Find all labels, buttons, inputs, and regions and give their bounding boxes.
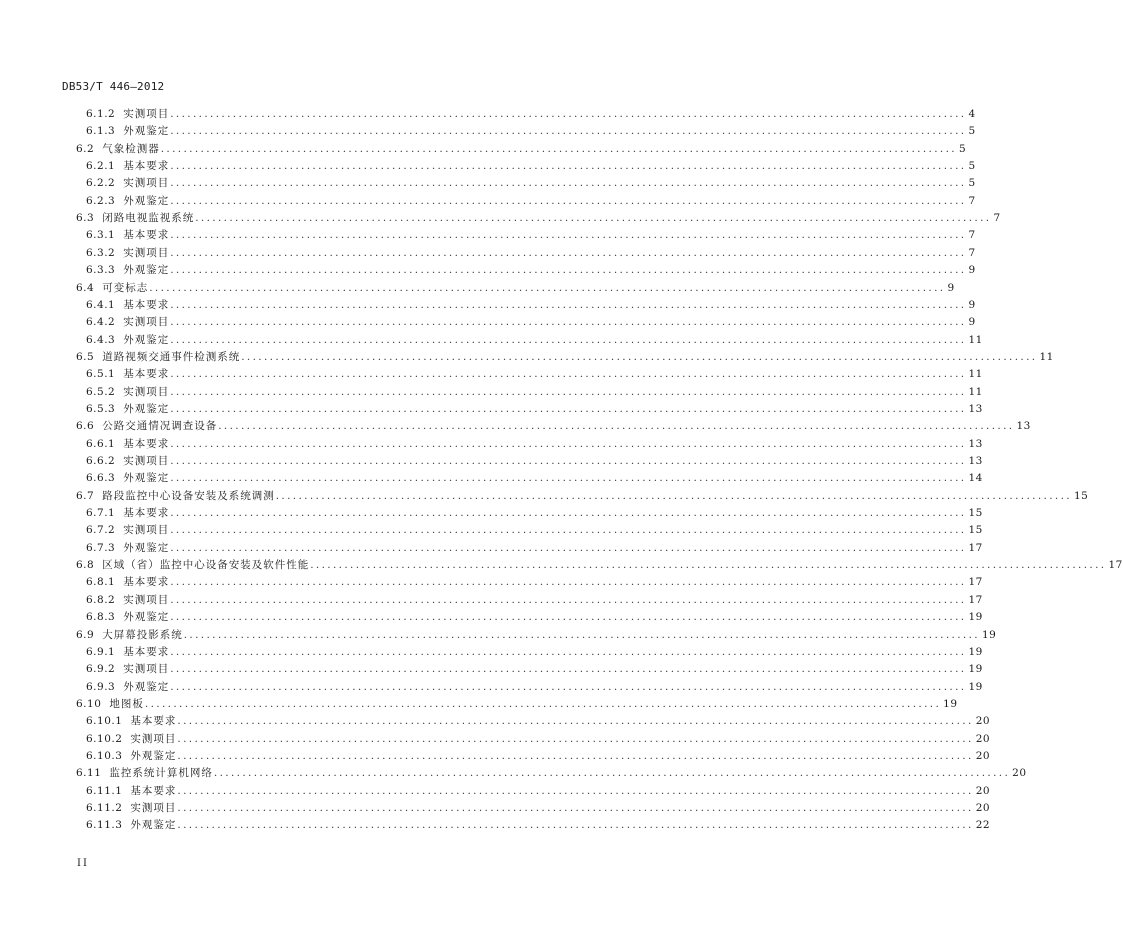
toc-entry-page: 19 bbox=[943, 697, 958, 710]
toc-entry-page: 13 bbox=[968, 402, 983, 415]
toc-leader-dots: ............................................................................................................................................ bbox=[144, 697, 942, 710]
toc-entry-page: 13 bbox=[968, 437, 983, 450]
toc-leader-dots: ............................................................................................................................................ bbox=[170, 333, 967, 346]
toc-leader-dots: ............................................................................................................................................ bbox=[170, 593, 967, 606]
toc-entry-page: 4 bbox=[968, 108, 976, 120]
toc-entry-number: 6.7.2 bbox=[86, 524, 116, 537]
toc-entry-title: 大屏幕投影系统 bbox=[102, 628, 183, 641]
toc-entry[interactable] bbox=[86, 330, 983, 347]
toc-entry-page: 19 bbox=[968, 663, 983, 676]
toc-leader-dots: ............................................................................................................................................ bbox=[170, 437, 967, 450]
toc-leader-dots: ............................................................................................................................................ bbox=[218, 420, 1015, 433]
toc-entry-number: 6.9.2 bbox=[86, 663, 116, 676]
toc-leader-dots: ............................................................................................................................................ bbox=[160, 142, 957, 155]
toc-entry-page: 5 bbox=[958, 142, 967, 155]
toc-entry[interactable] bbox=[86, 711, 991, 728]
toc-entry[interactable] bbox=[86, 677, 983, 694]
toc-leader-dots: ............................................................................................................................................ bbox=[170, 455, 967, 467]
toc-entry-page: 14 bbox=[968, 472, 983, 485]
toc-entry-number: 6.10 bbox=[76, 697, 102, 710]
toc-entry-title: 外观鉴定 bbox=[123, 541, 170, 554]
toc-entry-title: 路段监控中心设备安装及系统调测 bbox=[102, 489, 275, 502]
toc-leader-dots: ............................................................................................................................................ bbox=[170, 316, 967, 329]
toc-entry[interactable] bbox=[76, 278, 955, 295]
toc-entry-number: 6.9.1 bbox=[86, 645, 116, 658]
toc-leader-dots: ............................................................................................................................................ bbox=[195, 212, 992, 225]
toc-entry-number: 6.7.3 bbox=[86, 541, 116, 554]
toc-entry-page: 15 bbox=[1073, 489, 1089, 502]
toc-leader-dots: ............................................................................................................................................ bbox=[170, 507, 967, 520]
toc-entry-page: 5 bbox=[968, 160, 976, 173]
toc-entry-title: 外观鉴定 bbox=[130, 819, 177, 832]
toc-leader-dots: ............................................................................................................................................ bbox=[177, 802, 974, 814]
toc-entry-title: 实测项目 bbox=[130, 802, 177, 814]
toc-entry-page: 13 bbox=[968, 455, 983, 467]
page-number: II bbox=[77, 858, 89, 869]
toc-leader-dots: ............................................................................................................................................ bbox=[170, 645, 967, 658]
toc-entry[interactable] bbox=[76, 486, 1089, 503]
toc-entry[interactable] bbox=[76, 763, 1027, 780]
toc-entry[interactable] bbox=[86, 642, 983, 659]
toc-entry-number: 6.8 bbox=[76, 559, 95, 572]
toc-entry[interactable] bbox=[86, 156, 976, 173]
toc-leader-dots: ............................................................................................................................................ bbox=[170, 576, 967, 589]
toc-entry-number: 6.2.2 bbox=[86, 177, 116, 190]
toc-leader-dots: ............................................................................................................................................ bbox=[170, 177, 967, 190]
toc-entry-title: 实测项目 bbox=[130, 732, 177, 745]
toc-entry[interactable] bbox=[86, 451, 983, 468]
toc-leader-dots: ............................................................................................................................................ bbox=[170, 298, 967, 311]
toc-entry-page: 9 bbox=[968, 298, 976, 311]
toc-leader-dots: ............................................................................................................................................ bbox=[170, 385, 967, 398]
toc-entry-number: 6.11.2 bbox=[86, 802, 123, 814]
toc-entry-title: 外观鉴定 bbox=[123, 402, 170, 415]
toc-entry-page: 20 bbox=[975, 749, 991, 762]
toc-entry-page: 11 bbox=[968, 368, 983, 381]
toc-entry-number: 6.8.3 bbox=[86, 611, 116, 624]
toc-entry-number: 6.5.3 bbox=[86, 402, 116, 415]
toc-entry[interactable] bbox=[86, 520, 983, 537]
toc-entry[interactable] bbox=[86, 364, 983, 381]
toc-leader-dots: ............................................................................................................................................ bbox=[177, 749, 974, 762]
toc-entry-title: 实测项目 bbox=[123, 108, 170, 120]
toc-entry-number: 6.4.3 bbox=[86, 333, 116, 346]
toc-entry-title: 实测项目 bbox=[123, 524, 170, 537]
toc-entry-number: 6.6 bbox=[76, 420, 95, 433]
toc-leader-dots: ............................................................................................................................................ bbox=[170, 194, 967, 207]
toc-entry-number: 6.5 bbox=[76, 350, 95, 363]
toc-leader-dots: ............................................................................................................................................ bbox=[177, 819, 974, 832]
toc-entry-page: 15 bbox=[968, 507, 983, 520]
toc-leader-dots: ............................................................................................................................................ bbox=[170, 472, 967, 485]
toc-entry[interactable] bbox=[86, 659, 983, 676]
toc-entry[interactable] bbox=[86, 781, 991, 798]
toc-entry-title: 基本要求 bbox=[123, 645, 170, 658]
toc-entry[interactable] bbox=[86, 295, 976, 312]
toc-entry[interactable] bbox=[76, 625, 997, 642]
toc-entry-title: 外观鉴定 bbox=[123, 264, 170, 277]
toc-leader-dots: ............................................................................................................................................ bbox=[170, 663, 967, 676]
toc-leader-dots: ............................................................................................................................................ bbox=[170, 125, 967, 138]
toc-entry-title: 外观鉴定 bbox=[123, 472, 170, 485]
toc-entry[interactable] bbox=[76, 139, 967, 156]
toc-leader-dots: ............................................................................................................................................ bbox=[177, 732, 974, 745]
toc-entry-number: 6.11.3 bbox=[86, 819, 123, 832]
toc-entry-number: 6.7.1 bbox=[86, 507, 116, 520]
toc-entry[interactable] bbox=[86, 191, 976, 208]
toc-entry[interactable] bbox=[86, 260, 976, 277]
toc-entry-page: 13 bbox=[1016, 420, 1031, 433]
toc-entry[interactable] bbox=[86, 607, 983, 624]
toc-entry-page: 11 bbox=[1039, 350, 1054, 363]
toc-entry-page: 19 bbox=[981, 628, 997, 641]
toc-entry[interactable] bbox=[86, 746, 991, 763]
toc-entry[interactable] bbox=[86, 798, 991, 815]
toc-leader-dots: ............................................................................................................................................ bbox=[170, 680, 967, 693]
toc-entry-title: 基本要求 bbox=[130, 715, 177, 728]
toc-entry-number: 6.8.1 bbox=[86, 576, 116, 589]
toc-entry-title: 基本要求 bbox=[123, 160, 170, 173]
toc-entry-number: 6.2.1 bbox=[86, 160, 116, 173]
toc-entry-title: 基本要求 bbox=[130, 784, 177, 797]
toc-entry-number: 6.4 bbox=[76, 281, 95, 294]
toc-entry-title: 实测项目 bbox=[123, 246, 170, 259]
toc-entry-number: 6.11 bbox=[76, 767, 102, 780]
toc-leader-dots: ............................................................................................................................................ bbox=[170, 264, 967, 277]
toc-entry-title: 基本要求 bbox=[123, 298, 170, 311]
toc-entry-title: 公路交通情况调查设备 bbox=[102, 420, 218, 433]
toc-entry[interactable] bbox=[76, 208, 1001, 225]
toc-entry-title: 地图板 bbox=[109, 697, 144, 710]
toc-entry-page: 9 bbox=[968, 264, 976, 277]
toc-entry[interactable] bbox=[76, 347, 1054, 364]
toc-entry-number: 6.8.2 bbox=[86, 593, 116, 606]
toc-entry[interactable] bbox=[86, 538, 983, 555]
toc-entry-title: 实测项目 bbox=[123, 385, 170, 398]
toc-entry-number: 6.1.2 bbox=[86, 108, 116, 120]
toc-entry-number: 6.4.1 bbox=[86, 298, 116, 311]
toc-entry-page: 19 bbox=[968, 645, 983, 658]
toc-entry-number: 6.11.1 bbox=[86, 784, 123, 797]
toc-leader-dots: ............................................................................................................................................ bbox=[213, 767, 1011, 780]
toc-entry[interactable] bbox=[86, 382, 983, 399]
toc-entry-number: 6.5.2 bbox=[86, 385, 116, 398]
toc-leader-dots: ............................................................................................................................................ bbox=[170, 246, 967, 259]
toc-entry-number: 6.9 bbox=[76, 628, 95, 641]
toc-entry-title: 闭路电视监视系统 bbox=[102, 212, 195, 225]
toc-entry[interactable] bbox=[86, 173, 976, 190]
toc-entry-number: 6.10.1 bbox=[86, 715, 123, 728]
toc-entry-title: 基本要求 bbox=[123, 507, 170, 520]
toc-entry-title: 外观鉴定 bbox=[130, 749, 177, 762]
toc-entry-number: 6.3.3 bbox=[86, 264, 116, 277]
toc-leader-dots: ............................................................................................................................................ bbox=[310, 559, 1107, 572]
toc-entry[interactable] bbox=[86, 225, 976, 242]
toc-entry-number: 6.10.3 bbox=[86, 749, 123, 762]
toc-entry-title: 外观鉴定 bbox=[123, 680, 170, 693]
toc-entry[interactable] bbox=[86, 729, 991, 746]
toc-leader-dots: ............................................................................................................................................ bbox=[170, 229, 967, 242]
toc-entry-title: 实测项目 bbox=[123, 316, 170, 329]
toc-entry-number: 6.3 bbox=[76, 212, 95, 225]
toc-entry-number: 6.1.3 bbox=[86, 125, 116, 138]
toc-entry-title: 外观鉴定 bbox=[123, 194, 170, 207]
toc-entry-number: 6.10.2 bbox=[86, 732, 123, 745]
toc-entry-number: 6.2 bbox=[76, 142, 95, 155]
toc-entry-title: 基本要求 bbox=[123, 368, 170, 381]
toc-entry-page: 11 bbox=[968, 333, 983, 346]
toc-entry-title: 基本要求 bbox=[123, 437, 170, 450]
toc-entry-page: 9 bbox=[947, 281, 955, 294]
toc-entry[interactable] bbox=[86, 399, 983, 416]
toc-leader-dots: ............................................................................................................................................ bbox=[183, 628, 980, 641]
toc-entry[interactable] bbox=[86, 104, 976, 121]
toc-entry-page: 20 bbox=[975, 784, 991, 797]
toc-entry[interactable] bbox=[86, 468, 983, 485]
toc-leader-dots: ............................................................................................................................................ bbox=[177, 784, 974, 797]
toc-entry-number: 6.5.1 bbox=[86, 368, 116, 381]
toc-entry-page: 19 bbox=[968, 680, 983, 693]
toc-entry-page: 22 bbox=[975, 819, 991, 832]
toc-entry-page: 9 bbox=[968, 316, 976, 329]
toc-entry-title: 气象检测器 bbox=[102, 142, 160, 155]
toc-entry-title: 监控系统计算机网络 bbox=[109, 767, 213, 780]
toc-entry-page: 11 bbox=[968, 385, 983, 398]
toc-leader-dots: ............................................................................................................................................ bbox=[241, 350, 1038, 363]
toc-entry-title: 区域（省）监控中心设备安装及软件性能 bbox=[102, 559, 310, 572]
toc-leader-dots: ............................................................................................................................................ bbox=[275, 489, 1072, 502]
toc-entry-number: 6.3.2 bbox=[86, 246, 116, 259]
toc-entry[interactable] bbox=[86, 503, 983, 520]
toc-entry-page: 7 bbox=[968, 194, 976, 207]
toc-entry-page: 7 bbox=[968, 246, 976, 259]
toc-entry-page: 5 bbox=[968, 125, 976, 138]
toc-entry-title: 道路视频交通事件检测系统 bbox=[102, 350, 241, 363]
toc-entry-page: 17 bbox=[968, 541, 983, 554]
toc-entry[interactable] bbox=[86, 434, 983, 451]
toc-entry-page: 17 bbox=[1108, 559, 1123, 572]
toc-entry-title: 基本要求 bbox=[123, 576, 170, 589]
toc-entry[interactable] bbox=[76, 555, 1123, 572]
toc-entry-number: 6.6.2 bbox=[86, 455, 116, 467]
toc-entry[interactable] bbox=[86, 312, 976, 329]
toc-leader-dots: ............................................................................................................................................ bbox=[177, 715, 974, 728]
toc-entry-number: 6.3.1 bbox=[86, 229, 116, 242]
toc-entry-title: 外观鉴定 bbox=[123, 333, 170, 346]
toc-entry-number: 6.4.2 bbox=[86, 316, 116, 329]
toc-leader-dots: ............................................................................................................................................ bbox=[170, 611, 967, 624]
toc-entry-number: 6.9.3 bbox=[86, 680, 116, 693]
toc-entry-page: 20 bbox=[975, 802, 991, 814]
toc-entry-number: 6.7 bbox=[76, 489, 95, 502]
toc-entry-number: 6.2.3 bbox=[86, 194, 116, 207]
toc-leader-dots: ............................................................................................................................................ bbox=[170, 402, 967, 415]
toc-entry[interactable] bbox=[76, 694, 958, 711]
toc-leader-dots: ............................................................................................................................................ bbox=[170, 368, 967, 381]
toc-entry-number: 6.6.1 bbox=[86, 437, 116, 450]
toc-entry[interactable] bbox=[76, 416, 1031, 433]
toc-leader-dots: ............................................................................................................................................ bbox=[170, 108, 967, 120]
toc-entry-page: 17 bbox=[968, 576, 983, 589]
toc-leader-dots: ............................................................................................................................................ bbox=[170, 541, 967, 554]
document-id: DB53/T 446—2012 bbox=[62, 80, 165, 93]
toc-entry[interactable] bbox=[86, 590, 983, 607]
toc-leader-dots: ............................................................................................................................................ bbox=[170, 160, 967, 173]
toc-entry-title: 可变标志 bbox=[102, 281, 149, 294]
toc-entry-title: 基本要求 bbox=[123, 229, 170, 242]
toc-entry-title: 实测项目 bbox=[123, 177, 170, 190]
toc-entry-page: 5 bbox=[968, 177, 976, 190]
toc-entry-page: 20 bbox=[975, 715, 991, 728]
toc-entry-page: 7 bbox=[968, 229, 976, 242]
toc-entry-title: 外观鉴定 bbox=[123, 125, 170, 138]
toc-entry[interactable] bbox=[86, 243, 976, 260]
toc-entry-number: 6.6.3 bbox=[86, 472, 116, 485]
toc-entry-title: 实测项目 bbox=[123, 663, 170, 676]
toc-entry-page: 20 bbox=[975, 732, 991, 745]
toc-entry-title: 外观鉴定 bbox=[123, 611, 170, 624]
toc-leader-dots: ............................................................................................................................................ bbox=[170, 524, 967, 537]
toc-leader-dots: ............................................................................................................................................ bbox=[149, 281, 946, 294]
toc-entry-page: 20 bbox=[1012, 767, 1027, 780]
toc-entry-page: 17 bbox=[968, 593, 983, 606]
toc-entry[interactable] bbox=[86, 121, 976, 138]
toc-entry-page: 15 bbox=[968, 524, 983, 537]
toc-entry[interactable] bbox=[86, 815, 991, 832]
toc-entry-page: 19 bbox=[968, 611, 983, 624]
toc-entry-page: 7 bbox=[993, 212, 1001, 225]
toc-entry-title: 实测项目 bbox=[123, 455, 170, 467]
toc-entry[interactable] bbox=[86, 572, 983, 589]
toc-entry-title: 实测项目 bbox=[123, 593, 170, 606]
